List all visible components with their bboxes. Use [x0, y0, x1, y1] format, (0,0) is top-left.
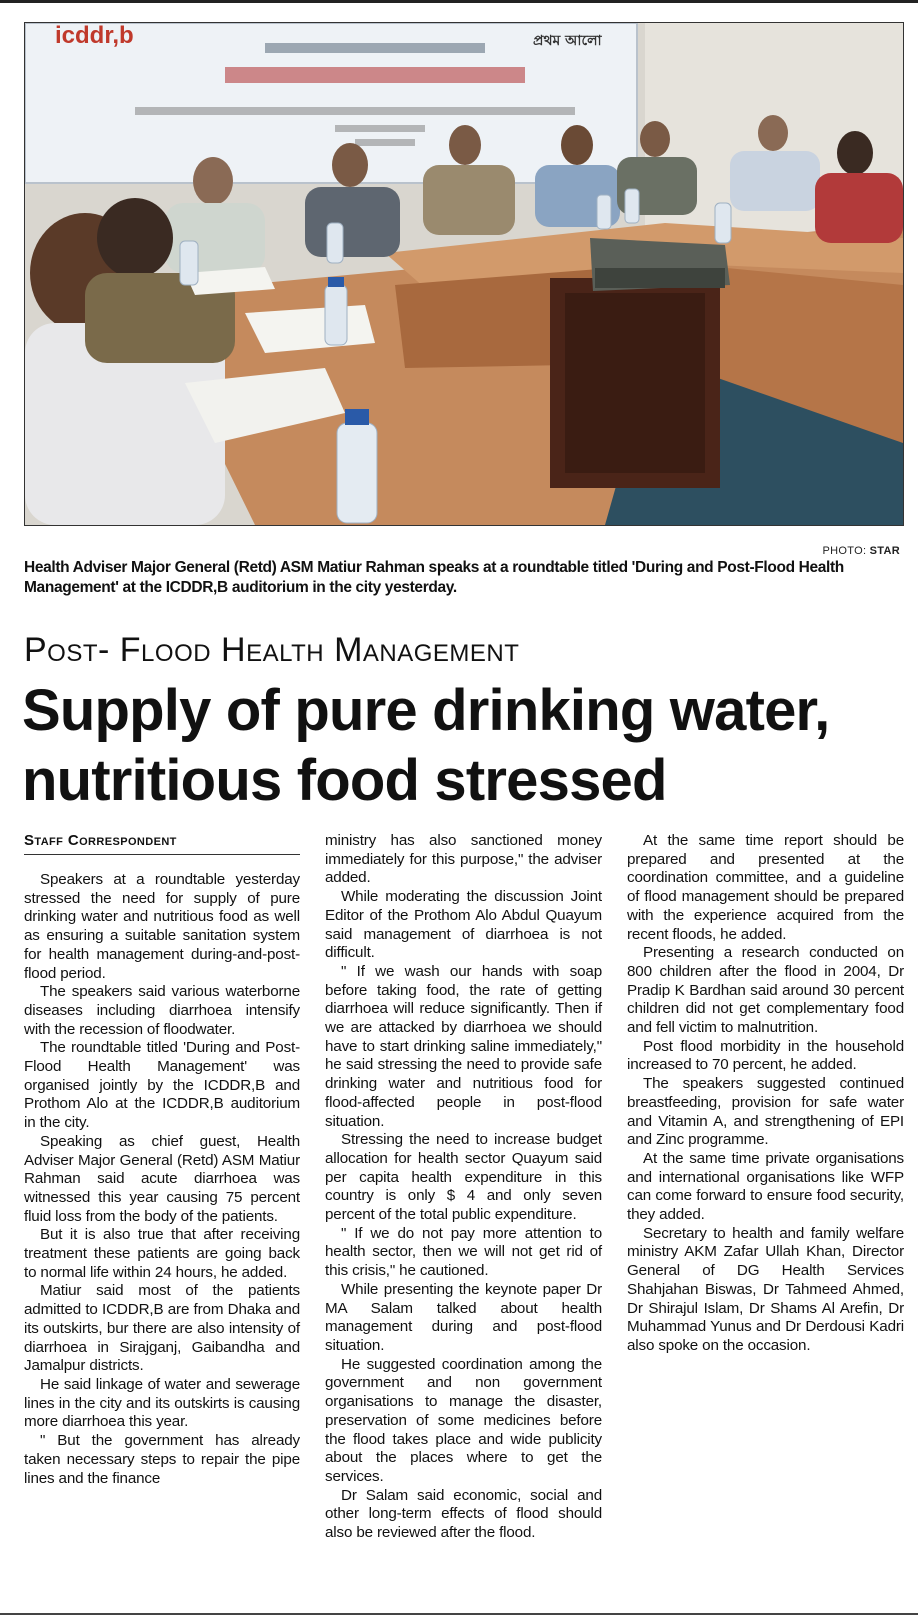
banner-right-logo: প্রথম আলো — [533, 33, 602, 49]
paragraph: Stressing the need to increase budget allocation for health sector Quayum said per capita health expenditure in this country is only $ 4 and only seven percent of the total public expenditure. — [325, 1131, 602, 1224]
paragraph: At the same time report should be prepared and presented at the coordination committee, and a guideline of flood management should be prepared with the experience acquired from the recent floods, he added. — [627, 832, 904, 943]
article-column-1 — [24, 871, 300, 1488]
paragraph: The speakers said various waterborne diseases including diarrhoea intensify with the recession of floodwater. — [24, 983, 300, 1038]
paragraph: He suggested coordination among the government and non government organisations to manage the disaster, preservation of some medicines before the flood takes place and wide publicity about the places where to get the services. — [325, 1355, 602, 1485]
paragraph: ministry has also sanctioned money immediately for this purpose," the adviser added. — [325, 832, 602, 887]
paragraph: " But the government has already taken necessary steps to repair the pipe lines and the finance — [24, 1432, 300, 1487]
paragraph: But it is also true that after receiving treatment these patients are going back to normal life within 24 hours, he added. — [24, 1226, 300, 1281]
paragraph: Post flood morbidity in the household increased to 70 percent, he added. — [627, 1037, 904, 1074]
paragraph: While presenting the keynote paper Dr MA Salam talked about health management during and post-flood situation. — [325, 1280, 602, 1354]
photo-credit-prefix: PHOTO: — [822, 545, 870, 557]
banner-logo: icddr,b — [55, 23, 134, 49]
byline: Staff Correspondent — [24, 832, 177, 849]
photo-credit — [823, 545, 900, 557]
bottom-rule — [0, 1613, 918, 1615]
paragraph: The speakers suggested continued breastfeeding, provision for safe water and Vitamin A, and strengthening of EPI and Zinc programme. — [627, 1075, 904, 1149]
paragraph: Speaking as chief guest, Health Adviser Major General (Retd) ASM Matiur Rahman said acute diarrhoea was witnessed this year causing 75 percent fluid loss from the body of the patients. — [24, 1132, 300, 1225]
paragraph: Matiur said most of the patients admitted to ICDDR,B are from Dhaka and its outskirts, bur there are also intensity of diarrhoea in Sirajganj, Gaibandha and Jamalpur districts. — [24, 1282, 300, 1375]
paragraph: Secretary to health and family welfare ministry AKM Zafar Ullah Khan, Director General of DG Health Services Shahjahan Biswas, Dr Tahmeed Ahmed, Dr Shirajul Islam, Dr Shams Al Arefin, Dr Muhammad Yunus and Dr Derdousi Kadri also spoke on the occasion. — [627, 1224, 904, 1354]
byline-rule — [24, 854, 300, 855]
article-column-3 — [627, 832, 904, 1356]
photo-caption: Health Adviser Major General (Retd) ASM Matiur Rahman speaks at a roundtable titled 'During and Post-Flood Health Management' at the ICDDR,B auditorium in the city yesterday. — [24, 559, 844, 596]
paragraph: While moderating the discussion Joint Editor of the Prothom Alo Abdul Quayum said management of diarrhoea is not difficult. — [325, 888, 602, 962]
paragraph: At the same time private organisations and international organisations like WFP can come forward to ensure food security, they added. — [627, 1149, 904, 1224]
paragraph: " If we do not pay more attention to health sector, then we will not get rid of this crisis," he cautioned. — [325, 1224, 602, 1280]
paragraph: Speakers at a roundtable yesterday stressed the need for supply of pure drinking water and nutritious food as well as ensuring a suitable sanitation system for health management during-and-post- flood period. — [24, 871, 300, 982]
paragraph: Presenting a research conducted on 800 children after the flood in 2004, Dr Pradip K Bardhan said around 30 percent children did not get complementary food and fell victim to malnutrition. — [627, 944, 904, 1037]
photo-credit-source: STAR — [869, 545, 900, 557]
news-photo — [24, 22, 904, 526]
paragraph: " If we wash our hands with soap before taking food, the rate of getting diarrhoea will reduce significantly. Then if we are attacked by diarrhoea we should have to start drinking saline immediately," he said stressing the need to provide safe drinking water and nutritious food for flood-affected people in post-flood situation. — [325, 962, 602, 1130]
kicker: Post- Flood Health Management — [24, 631, 520, 669]
article-column-2 — [325, 832, 602, 1543]
paragraph: The roundtable titled 'During and Post-Flood Health Management' was organised jointly by the ICDDR,B and Prothom Alo at the ICDDR,B auditorium in the city. — [24, 1039, 300, 1132]
paragraph: Dr Salam said economic, social and other long-term effects of flood should also be reviewed after the flood. — [325, 1486, 602, 1542]
paragraph: He said linkage of water and sewerage lines in the city and its outskirts is causing more diarrhoea this year. — [24, 1375, 300, 1431]
top-rule — [0, 0, 918, 3]
headline: Supply of pure drinking water, nutritious food stressed — [22, 678, 830, 813]
